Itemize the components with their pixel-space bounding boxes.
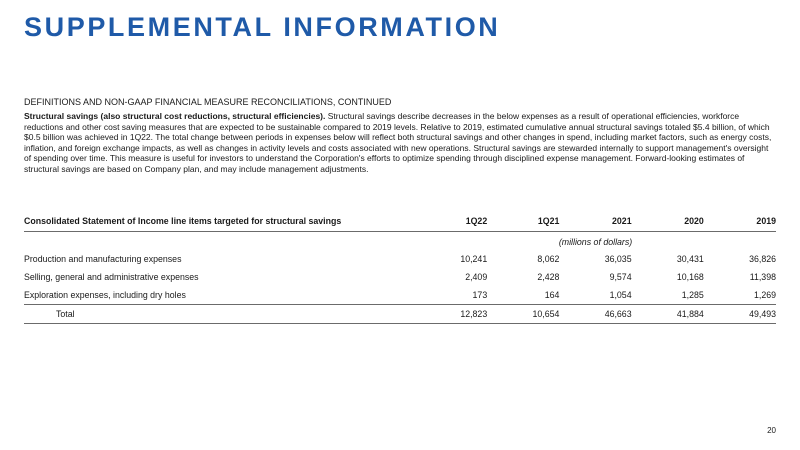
table-row — [24, 286, 776, 305]
table-header-1q21: 1Q21 — [487, 212, 559, 232]
table-row — [24, 268, 776, 286]
structural-savings-table — [24, 212, 776, 324]
cell: 164 — [544, 290, 560, 300]
cell: 1,054 — [609, 290, 632, 300]
table-header-2020: 2020 — [632, 212, 704, 232]
units-row — [24, 232, 776, 251]
cell: 10,241 — [460, 254, 488, 264]
total-row — [24, 305, 776, 324]
section-subtitle: DEFINITIONS AND NON-GAAP FINANCIAL MEASURE RECONCILIATIONS, CONTINUED — [24, 97, 392, 107]
definition-text: Structural savings describe decreases in the below expenses as a result of operational efficiencies, workforce reductions and other cost saving measures that are expected to be sustainable compared to 2019 levels. Relative to 2019, estimated cumulative annual structural savings totaled $5.4 billion, of which $0.5 billion was achieved in 1Q22. The total change between periods in expenses below will reflect both structural savings and other changes in spend, including market factors, such as energy costs, inflation, and foreign exchange impacts, as well as changes in activity levels and costs associated with new operations. Structural savings are stewarded internally to support management's oversight of spending over time. This measure is useful for investors to understand the Corporation's efforts to optimize spending through disciplined expense management. Forward-looking estimates of structural savings are based on Company plan, and may include management adjustments. — [24, 111, 772, 174]
row-label: Production and manufacturing expenses — [24, 254, 182, 264]
total-cell: 12,823 — [415, 305, 487, 324]
row-label: Selling, general and administrative expenses — [24, 272, 199, 282]
table-header-label: Consolidated Statement of Income line items targeted for structural savings — [24, 212, 415, 232]
cell: 36,826 — [749, 254, 776, 264]
table-header-2019: 2019 — [704, 212, 776, 232]
total-label: Total — [24, 305, 415, 324]
units-label: (millions of dollars) — [558, 237, 633, 247]
total-cell: 10,654 — [487, 305, 559, 324]
cell: 11,398 — [749, 272, 776, 282]
table-header-2021: 2021 — [559, 212, 631, 232]
total-cell: 49,493 — [704, 305, 776, 324]
cell: 36,035 — [604, 254, 632, 264]
table-header-row — [24, 212, 776, 232]
cell: 30,431 — [676, 254, 704, 264]
cell: 8,062 — [537, 254, 560, 264]
cell: 173 — [472, 290, 488, 300]
cell: 2,428 — [537, 272, 560, 282]
cell: 9,574 — [609, 272, 632, 282]
page-number: 20 — [767, 426, 776, 435]
cell: 10,168 — [676, 272, 704, 282]
total-cell: 41,884 — [632, 305, 704, 324]
row-label: Exploration expenses, including dry holes — [24, 290, 186, 300]
total-cell: 46,663 — [559, 305, 631, 324]
cell: 2,409 — [465, 272, 488, 282]
table-header-1q22: 1Q22 — [415, 212, 487, 232]
page-title: SUPPLEMENTAL INFORMATION — [24, 12, 501, 42]
cell: 1,285 — [681, 290, 704, 300]
definition-term: Structural savings (also structural cost reductions, structural efficiencies). — [24, 111, 326, 121]
table-row — [24, 250, 776, 268]
cell: 1,269 — [753, 290, 776, 300]
definition-paragraph — [24, 111, 776, 175]
